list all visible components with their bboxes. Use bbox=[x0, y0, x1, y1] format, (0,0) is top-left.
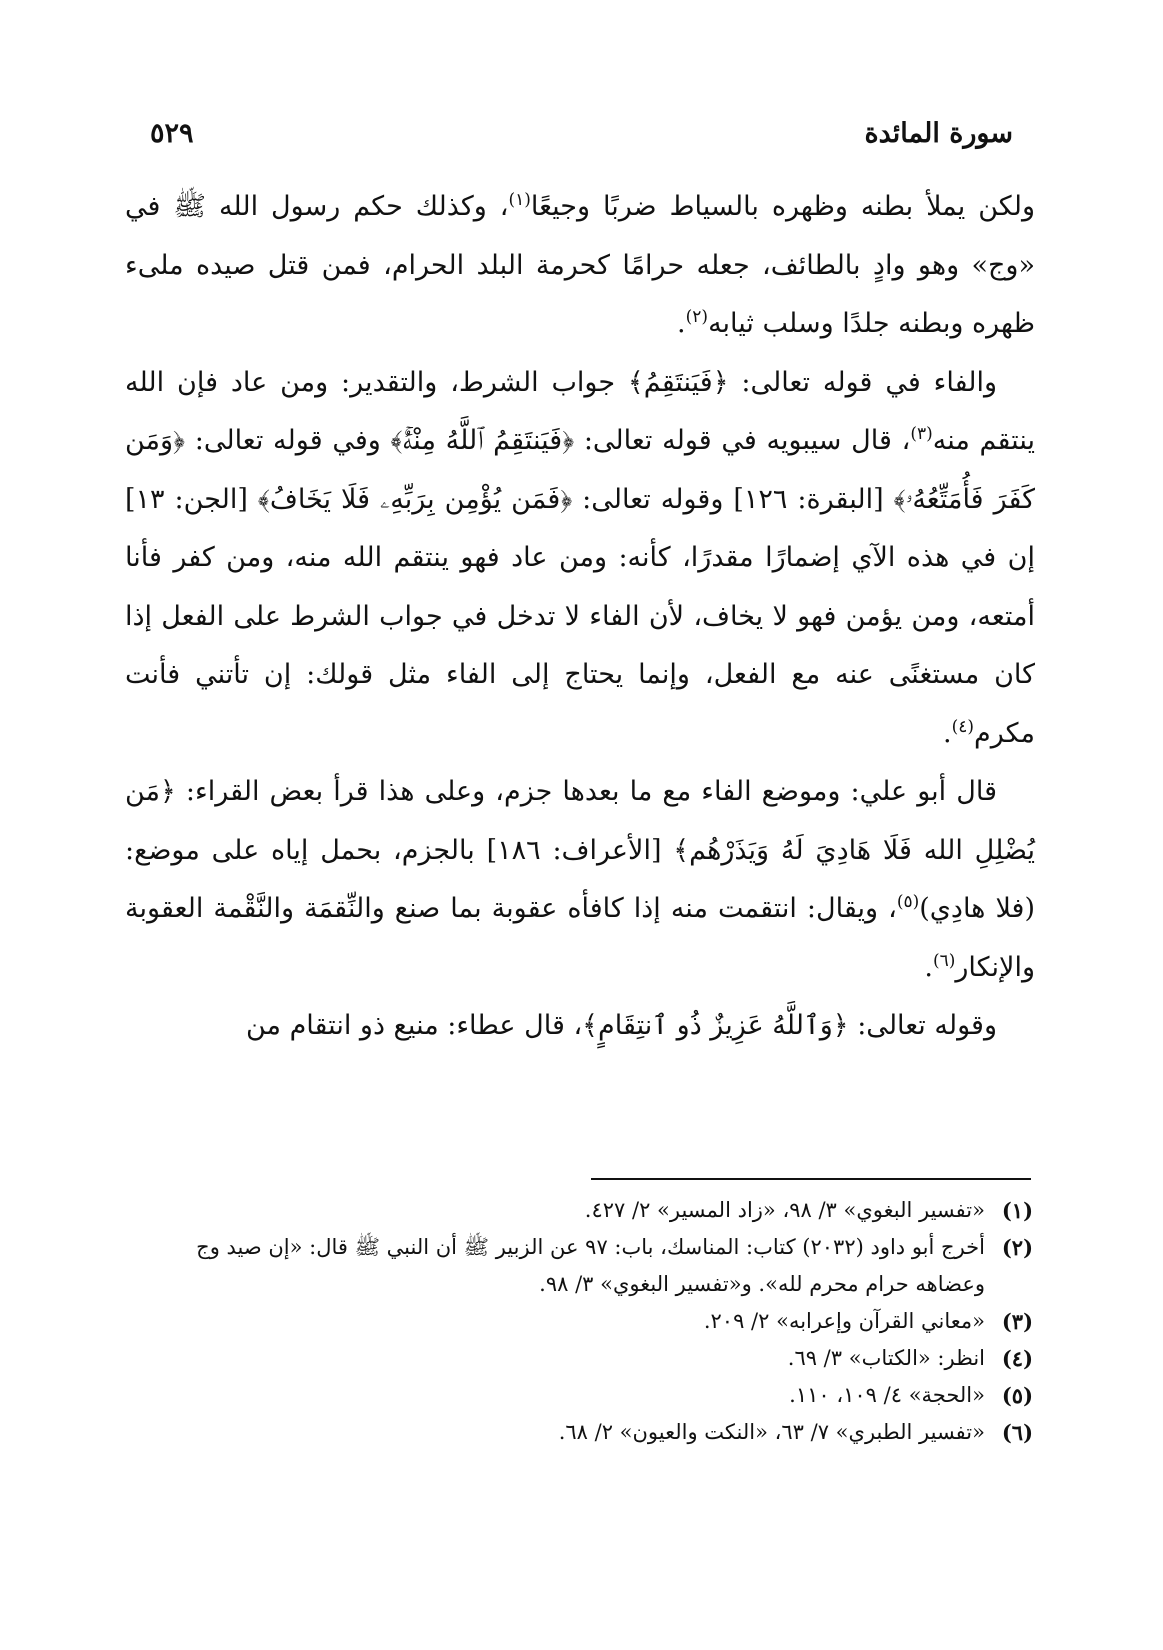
page-number: ٥٢٩ bbox=[150, 117, 194, 149]
footnote-text: «تفسير البغوي» ٣/ ٩٨، «زاد المسير» ٢/ ٤٢٧. bbox=[584, 1198, 985, 1222]
footnotes bbox=[128, 1192, 1033, 1451]
footnote bbox=[128, 1340, 1033, 1377]
footnote-text: «الحجة» ٤/ ١٠٩، ١١٠. bbox=[789, 1383, 985, 1407]
footnote-number: (٣) bbox=[1001, 1309, 1033, 1334]
paragraph bbox=[125, 354, 1035, 764]
footnote-number: (٦) bbox=[1001, 1420, 1033, 1445]
paragraph bbox=[125, 997, 1035, 1056]
text-run: قال أبو علي: وموضع الفاء مع ما بعدها جزم، وعلى هذا قرأ بعض القراء: ﴿مَن يُضْلِلِ الله فَلَا هَادِيَ لَهُ وَيَذَرْهُم﴾ [الأعراف: ١٨٦] بالجزم، بحمل إياه على موضع: (فلا هادِي) bbox=[125, 776, 1035, 924]
footnote-ref[interactable]: (٢) bbox=[685, 307, 709, 327]
text-run: ولكن يملأ بطنه وظهره بالسياط ضربًا وجيعًا bbox=[530, 191, 1035, 222]
footnote-number: (١) bbox=[1001, 1198, 1033, 1223]
footnote-text: «تفسير الطبري» ٧/ ٦٣، «النكت والعيون» ٢/ ٦٨. bbox=[558, 1420, 985, 1444]
footnote-ref[interactable]: (٣) bbox=[910, 424, 933, 444]
footnote bbox=[128, 1377, 1033, 1414]
footnote bbox=[128, 1192, 1033, 1229]
paragraph bbox=[125, 178, 1035, 354]
footnote-ref[interactable]: (٥) bbox=[896, 892, 920, 912]
text-run: ، قال سيبويه في قوله تعالى: ﴿فَيَنتَقِمُ ٱللَّهُ مِنْهُۚ﴾ وفي قوله تعالى: ﴿وَمَن كَفَرَ فَأُمَتِّعُهُۥ﴾ [البقرة: ١٢٦] وقوله تعالى: ﴿فَمَن يُؤْمِن بِرَبِّهِۦ فَلَا يَخَافُ﴾ [الجن: ١٣] إن في هذه الآي إضمارًا مقدرًا، كأنه: ومن عاد فهو ينتقم الله منه، ومن كفر فأنا أمتعه، ومن يؤمن فهو لا يخاف، لأن الفاء لا تدخل في جواب الشرط على الفعل إذا كان مستغنًى عنه مع الفعل، وإنما يحتاج إلى الفاء مثل قولك: إن تأتني فأنت مكرم bbox=[125, 425, 1035, 749]
text-run: وقوله تعالى: ﴿وَٱللَّهُ عَزِيزٌ ذُو ٱنتِقَامٍ﴾، قال عطاء: منيع ذو انتقام من bbox=[245, 1010, 997, 1041]
text-run: ، وكذلك حكم رسول الله ﷺ في «وج» وهو وادٍ بالطائف، جعله حرامًا كحرمة البلد الحرام، فمن قتل صيده ملىء ظهره وبطنه جلدًا وسلب ثيابه bbox=[125, 191, 1035, 339]
page-header bbox=[150, 108, 1013, 158]
footnote-number: (٤) bbox=[1001, 1346, 1033, 1371]
footnote-text: انظر: «الكتاب» ٣/ ٦٩. bbox=[787, 1346, 985, 1370]
text-run: . bbox=[924, 951, 933, 983]
text-run: . bbox=[942, 717, 952, 749]
text-run: والفاء في قوله تعالى: ﴿فَيَنتَقِمُ﴾ جواب الشرط، والتقدير: ومن عاد فإن الله ينتقم منه bbox=[125, 366, 1035, 456]
footnote bbox=[128, 1303, 1033, 1340]
footnote-text: «معاني القرآن وإعرابه» ٢/ ٢٠٩. bbox=[703, 1309, 985, 1333]
footnote bbox=[128, 1414, 1033, 1451]
text-run: . bbox=[677, 308, 686, 339]
footnote-ref[interactable]: (٤) bbox=[951, 716, 974, 737]
footnote-ref[interactable]: (٦) bbox=[932, 950, 956, 971]
paragraph bbox=[125, 763, 1035, 997]
footnote-ref[interactable]: (١) bbox=[508, 190, 531, 210]
surah-title: سورة المائدة bbox=[864, 117, 1013, 149]
footnote-divider bbox=[591, 1178, 1031, 1180]
footnote-number: (٢) bbox=[1001, 1235, 1033, 1260]
footnote-number: (٥) bbox=[1001, 1383, 1033, 1408]
footnote-text: أخرج أبو داود (٢٠٣٢) كتاب: المناسك، باب: ٩٧ عن الزبير ﷺ أن النبي ﷺ قال: «إن صيد وج وعضاهه حرام محرم لله». و«تفسير البغوي» ٣/ ٩٨. bbox=[196, 1235, 985, 1296]
footnote bbox=[128, 1229, 1033, 1303]
text-run: ، ويقال: انتقمت منه إذا كافأه عقوبة بما صنع والنِّقمَة والنَّقْمة العقوبة والإنكار bbox=[125, 893, 1035, 983]
main-text bbox=[125, 178, 1035, 1056]
